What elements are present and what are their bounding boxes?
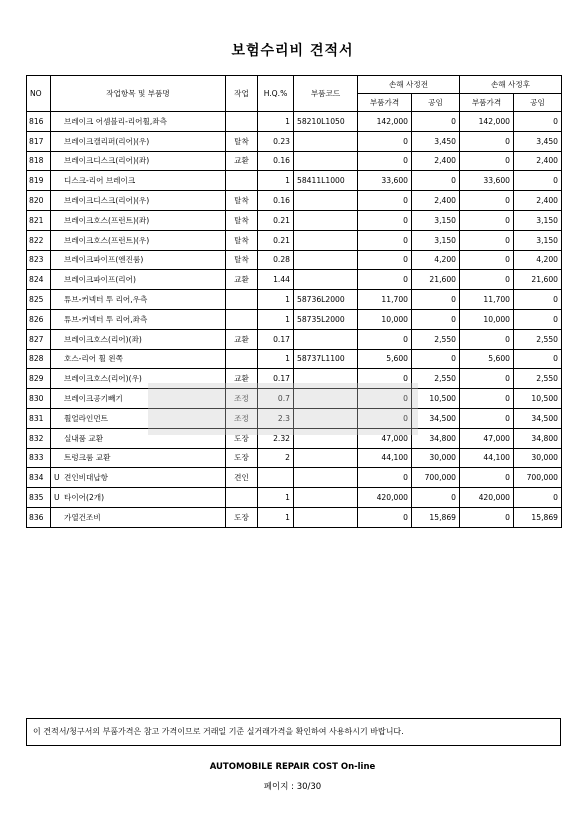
watermark bbox=[148, 383, 418, 435]
cell-work: 탈착 bbox=[226, 210, 258, 230]
cell-item-label: 타이어(2개) bbox=[64, 493, 105, 503]
cell-item bbox=[51, 290, 226, 310]
table-row bbox=[27, 349, 562, 369]
cell-item bbox=[51, 309, 226, 329]
cell-item bbox=[51, 230, 226, 250]
cell-item-label: 브레이크호스(리어)(우) bbox=[64, 374, 142, 384]
cell-no: 816 bbox=[27, 112, 51, 132]
cell-hq: 0.21 bbox=[258, 230, 294, 250]
cell-before-labor: 34,800 bbox=[412, 428, 460, 448]
cell-after-labor: 34,500 bbox=[514, 408, 562, 428]
cell-hq: 1 bbox=[258, 488, 294, 508]
cell-hq: 1 bbox=[258, 309, 294, 329]
cell-after-part-price: 0 bbox=[460, 507, 514, 527]
cell-after-part-price: 0 bbox=[460, 210, 514, 230]
table-row bbox=[27, 151, 562, 171]
cell-hq: 1 bbox=[258, 290, 294, 310]
cell-code bbox=[294, 448, 358, 468]
cell-item bbox=[51, 488, 226, 508]
cell-before-labor: 10,500 bbox=[412, 389, 460, 409]
cell-after-part-price: 10,000 bbox=[460, 309, 514, 329]
cell-after-labor: 0 bbox=[514, 349, 562, 369]
cell-before-labor: 0 bbox=[412, 112, 460, 132]
cell-item-label: 휠얼라인먼트 bbox=[64, 413, 109, 423]
table-row bbox=[27, 230, 562, 250]
cell-hq: 1 bbox=[258, 507, 294, 527]
header-no: NO bbox=[27, 76, 51, 112]
cell-hq: 2 bbox=[258, 448, 294, 468]
table-row bbox=[27, 448, 562, 468]
header-hq: H.Q.% bbox=[258, 76, 294, 112]
cell-before-labor: 2,400 bbox=[412, 191, 460, 211]
cell-item bbox=[51, 210, 226, 230]
cell-after-labor: 4,200 bbox=[514, 250, 562, 270]
cell-item-label: 브레이크캘리퍼(리어)(우) bbox=[64, 136, 150, 146]
cell-before-labor: 700,000 bbox=[412, 468, 460, 488]
cell-work: 탈착 bbox=[226, 230, 258, 250]
cell-before-part-price: 0 bbox=[358, 230, 412, 250]
cell-no: 825 bbox=[27, 290, 51, 310]
table-row bbox=[27, 112, 562, 132]
cell-work: 견인 bbox=[226, 468, 258, 488]
cell-after-labor: 0 bbox=[514, 290, 562, 310]
footer-brand: AUTOMOBILE REPAIR COST On-line bbox=[209, 762, 376, 772]
page-title: 보험수리비 견적서 bbox=[231, 43, 354, 59]
cell-before-labor: 0 bbox=[412, 488, 460, 508]
cell-code bbox=[294, 250, 358, 270]
cell-hq: 0.16 bbox=[258, 151, 294, 171]
cell-item bbox=[51, 329, 226, 349]
cell-after-part-price: 420,000 bbox=[460, 488, 514, 508]
cell-item bbox=[51, 448, 226, 468]
cell-no: 832 bbox=[27, 428, 51, 448]
cell-before-part-price: 0 bbox=[358, 507, 412, 527]
cell-code bbox=[294, 329, 358, 349]
cell-code bbox=[294, 270, 358, 290]
cell-flag: U bbox=[54, 493, 60, 503]
cell-work: 교환 bbox=[226, 329, 258, 349]
table-row bbox=[27, 309, 562, 329]
table-row bbox=[27, 270, 562, 290]
cell-before-part-price: 142,000 bbox=[358, 112, 412, 132]
cell-after-part-price: 0 bbox=[460, 250, 514, 270]
cell-after-labor: 30,000 bbox=[514, 448, 562, 468]
cell-before-part-price: 0 bbox=[358, 408, 412, 428]
cell-hq: 1 bbox=[258, 349, 294, 369]
cell-hq: 1 bbox=[258, 112, 294, 132]
cell-before-part-price: 0 bbox=[358, 191, 412, 211]
cell-work bbox=[226, 171, 258, 191]
cell-before-part-price: 44,100 bbox=[358, 448, 412, 468]
cell-before-part-price: 0 bbox=[358, 250, 412, 270]
cell-hq: 1.44 bbox=[258, 270, 294, 290]
table-row bbox=[27, 290, 562, 310]
cell-after-labor: 700,000 bbox=[514, 468, 562, 488]
cell-item-label: 가열건조비 bbox=[64, 512, 101, 522]
estimate-table bbox=[26, 75, 562, 528]
table-row bbox=[27, 488, 562, 508]
cell-after-labor: 3,150 bbox=[514, 230, 562, 250]
cell-before-labor: 4,200 bbox=[412, 250, 460, 270]
cell-hq: 0.17 bbox=[258, 369, 294, 389]
cell-item bbox=[51, 270, 226, 290]
cell-no: 823 bbox=[27, 250, 51, 270]
cell-after-part-price: 0 bbox=[460, 389, 514, 409]
cell-code: 58736L2000 bbox=[294, 290, 358, 310]
cell-work: 조정 bbox=[226, 408, 258, 428]
cell-before-part-price: 0 bbox=[358, 369, 412, 389]
cell-hq: 0.17 bbox=[258, 329, 294, 349]
cell-code bbox=[294, 191, 358, 211]
table-row bbox=[27, 507, 562, 527]
table-row bbox=[27, 210, 562, 230]
cell-after-part-price: 0 bbox=[460, 230, 514, 250]
cell-before-labor: 15,869 bbox=[412, 507, 460, 527]
cell-item bbox=[51, 151, 226, 171]
cell-item-label: 트렁크룸 교환 bbox=[64, 453, 111, 463]
cell-item-label: 실내품 교환 bbox=[64, 433, 104, 443]
cell-code bbox=[294, 230, 358, 250]
cell-before-part-price: 33,600 bbox=[358, 171, 412, 191]
cell-before-labor: 34,500 bbox=[412, 408, 460, 428]
cell-after-part-price: 0 bbox=[460, 131, 514, 151]
cell-no: 829 bbox=[27, 369, 51, 389]
cell-no: 824 bbox=[27, 270, 51, 290]
cell-no: 818 bbox=[27, 151, 51, 171]
table-row bbox=[27, 468, 562, 488]
cell-after-part-price: 5,600 bbox=[460, 349, 514, 369]
cell-hq: 2.32 bbox=[258, 428, 294, 448]
cell-hq: 0.23 bbox=[258, 131, 294, 151]
cell-hq: 0.21 bbox=[258, 210, 294, 230]
cell-item bbox=[51, 171, 226, 191]
cell-before-part-price: 0 bbox=[358, 329, 412, 349]
cell-item-label: 브레이크디스크(리어)(좌) bbox=[64, 156, 150, 166]
cell-before-part-price: 11,700 bbox=[358, 290, 412, 310]
cell-code: 58735L2000 bbox=[294, 309, 358, 329]
cell-item bbox=[51, 191, 226, 211]
cell-work: 탈착 bbox=[226, 131, 258, 151]
cell-after-labor: 2,550 bbox=[514, 369, 562, 389]
cell-before-part-price: 47,000 bbox=[358, 428, 412, 448]
header-before-labor: 공임 bbox=[412, 94, 460, 112]
cell-after-labor: 0 bbox=[514, 171, 562, 191]
cell-work: 도장 bbox=[226, 428, 258, 448]
cell-after-labor: 10,500 bbox=[514, 389, 562, 409]
cell-item-label: 브레이크 어셈블리-리어휠,좌측 bbox=[64, 116, 167, 126]
cell-no: 828 bbox=[27, 349, 51, 369]
cell-item-label: 브레이크파이프(엔진룸) bbox=[64, 255, 144, 265]
cell-before-labor: 2,550 bbox=[412, 329, 460, 349]
cell-after-labor: 21,600 bbox=[514, 270, 562, 290]
cell-code: 58411L1000 bbox=[294, 171, 358, 191]
cell-after-labor: 15,869 bbox=[514, 507, 562, 527]
cell-hq: 1 bbox=[258, 171, 294, 191]
cell-item-label: 브레이크호스(리어)(좌) bbox=[64, 334, 142, 344]
cell-no: 827 bbox=[27, 329, 51, 349]
header-after-labor: 공임 bbox=[514, 94, 562, 112]
header-code: 부품코드 bbox=[294, 76, 358, 112]
cell-item-label: 호스-리어 휠 왼쪽 bbox=[64, 354, 123, 364]
cell-before-part-price: 420,000 bbox=[358, 488, 412, 508]
cell-after-part-price: 0 bbox=[460, 329, 514, 349]
cell-before-labor: 0 bbox=[412, 171, 460, 191]
cell-after-labor: 2,400 bbox=[514, 191, 562, 211]
cell-no: 826 bbox=[27, 309, 51, 329]
cell-work: 조정 bbox=[226, 389, 258, 409]
cell-work bbox=[226, 488, 258, 508]
cell-no: 820 bbox=[27, 191, 51, 211]
table-row bbox=[27, 329, 562, 349]
cell-code bbox=[294, 468, 358, 488]
cell-item bbox=[51, 468, 226, 488]
page-number: 페이지 : 30/30 bbox=[263, 782, 322, 792]
cell-after-part-price: 11,700 bbox=[460, 290, 514, 310]
cell-item bbox=[51, 131, 226, 151]
cell-hq bbox=[258, 468, 294, 488]
cell-before-labor: 3,150 bbox=[412, 210, 460, 230]
cell-after-part-price: 0 bbox=[460, 468, 514, 488]
cell-after-part-price: 0 bbox=[460, 191, 514, 211]
cell-work bbox=[226, 309, 258, 329]
cell-after-part-price: 44,100 bbox=[460, 448, 514, 468]
cell-work: 교환 bbox=[226, 369, 258, 389]
cell-hq: 2.3 bbox=[258, 408, 294, 428]
cell-before-labor: 21,600 bbox=[412, 270, 460, 290]
cell-item-label: 브레이크호스(프런트)(좌) bbox=[64, 215, 150, 225]
cell-after-part-price: 0 bbox=[460, 408, 514, 428]
header-work: 작업 bbox=[226, 76, 258, 112]
cell-item-label: 견인비대납항 bbox=[64, 473, 109, 483]
cell-hq: 0.28 bbox=[258, 250, 294, 270]
cell-no: 822 bbox=[27, 230, 51, 250]
cell-after-part-price: 33,600 bbox=[460, 171, 514, 191]
cell-item-label: 튜브-커넥터 투 리어,우측 bbox=[64, 295, 148, 305]
cell-hq: 0.7 bbox=[258, 389, 294, 409]
cell-work: 교환 bbox=[226, 151, 258, 171]
table-row bbox=[27, 171, 562, 191]
cell-hq: 0.16 bbox=[258, 191, 294, 211]
cell-code: 58210L1050 bbox=[294, 112, 358, 132]
cell-no: 819 bbox=[27, 171, 51, 191]
cell-no: 834 bbox=[27, 468, 51, 488]
cell-code bbox=[294, 488, 358, 508]
header-before: 손해 사정전 bbox=[358, 76, 460, 94]
cell-item-label: 브레이크파이프(리어) bbox=[64, 275, 136, 285]
cell-after-part-price: 142,000 bbox=[460, 112, 514, 132]
cell-code bbox=[294, 507, 358, 527]
cell-item bbox=[51, 507, 226, 527]
cell-after-labor: 0 bbox=[514, 488, 562, 508]
cell-before-part-price: 0 bbox=[358, 389, 412, 409]
cell-work: 도장 bbox=[226, 507, 258, 527]
cell-after-labor: 3,150 bbox=[514, 210, 562, 230]
cell-after-labor: 2,400 bbox=[514, 151, 562, 171]
cell-before-labor: 30,000 bbox=[412, 448, 460, 468]
cell-code: 58737L1100 bbox=[294, 349, 358, 369]
cell-no: 833 bbox=[27, 448, 51, 468]
header-before-part-price: 부품가격 bbox=[358, 94, 412, 112]
cell-no: 830 bbox=[27, 389, 51, 409]
header-item: 작업항목 및 부품명 bbox=[51, 76, 226, 112]
cell-before-part-price: 0 bbox=[358, 151, 412, 171]
cell-after-labor: 2,550 bbox=[514, 329, 562, 349]
cell-item-label: 브레이크디스크(리어)(우) bbox=[64, 196, 150, 206]
cell-work: 교환 bbox=[226, 270, 258, 290]
cell-no: 821 bbox=[27, 210, 51, 230]
cell-before-part-price: 5,600 bbox=[358, 349, 412, 369]
cell-no: 835 bbox=[27, 488, 51, 508]
cell-after-labor: 0 bbox=[514, 112, 562, 132]
cell-work: 탈착 bbox=[226, 191, 258, 211]
cell-no: 831 bbox=[27, 408, 51, 428]
cell-no: 836 bbox=[27, 507, 51, 527]
cell-before-labor: 2,550 bbox=[412, 369, 460, 389]
cell-code bbox=[294, 151, 358, 171]
cell-after-labor: 3,450 bbox=[514, 131, 562, 151]
cell-before-labor: 0 bbox=[412, 290, 460, 310]
cell-before-part-price: 0 bbox=[358, 131, 412, 151]
cell-after-labor: 34,800 bbox=[514, 428, 562, 448]
cell-code bbox=[294, 131, 358, 151]
cell-work bbox=[226, 290, 258, 310]
header-after: 손해 사정후 bbox=[460, 76, 562, 94]
cell-work: 도장 bbox=[226, 448, 258, 468]
cell-after-part-price: 0 bbox=[460, 151, 514, 171]
cell-item-label: 튜브-커넥터 투 리어,좌측 bbox=[64, 314, 148, 324]
cell-code bbox=[294, 210, 358, 230]
cell-item bbox=[51, 250, 226, 270]
cell-after-labor: 0 bbox=[514, 309, 562, 329]
cell-before-labor: 2,400 bbox=[412, 151, 460, 171]
cell-work: 탈착 bbox=[226, 250, 258, 270]
cell-after-part-price: 47,000 bbox=[460, 428, 514, 448]
cell-item-label: 브레이크호스(프런트)(우) bbox=[64, 235, 150, 245]
cell-before-labor: 3,150 bbox=[412, 230, 460, 250]
cell-item-label: 디스크-리어 브레이크 bbox=[64, 176, 136, 186]
cell-before-part-price: 0 bbox=[358, 270, 412, 290]
price-notice: 이 견적서/청구서의 부품가격은 참고 가격이므로 거래일 기준 실거래가격을 확인하여 사용하시기 바랍니다. bbox=[26, 718, 561, 746]
cell-item bbox=[51, 349, 226, 369]
cell-before-part-price: 10,000 bbox=[358, 309, 412, 329]
cell-before-labor: 0 bbox=[412, 349, 460, 369]
cell-no: 817 bbox=[27, 131, 51, 151]
table-row bbox=[27, 191, 562, 211]
cell-after-part-price: 0 bbox=[460, 270, 514, 290]
estimate-rows bbox=[27, 112, 562, 528]
cell-flag: U bbox=[54, 473, 60, 483]
cell-work bbox=[226, 112, 258, 132]
cell-item-label: 브레이크공기빼기 bbox=[64, 394, 123, 404]
cell-before-labor: 0 bbox=[412, 309, 460, 329]
table-row bbox=[27, 131, 562, 151]
cell-item bbox=[51, 112, 226, 132]
table-row bbox=[27, 250, 562, 270]
cell-before-part-price: 0 bbox=[358, 468, 412, 488]
cell-before-part-price: 0 bbox=[358, 210, 412, 230]
cell-after-part-price: 0 bbox=[460, 369, 514, 389]
header-after-part-price: 부품가격 bbox=[460, 94, 514, 112]
cell-work bbox=[226, 349, 258, 369]
cell-before-labor: 3,450 bbox=[412, 131, 460, 151]
